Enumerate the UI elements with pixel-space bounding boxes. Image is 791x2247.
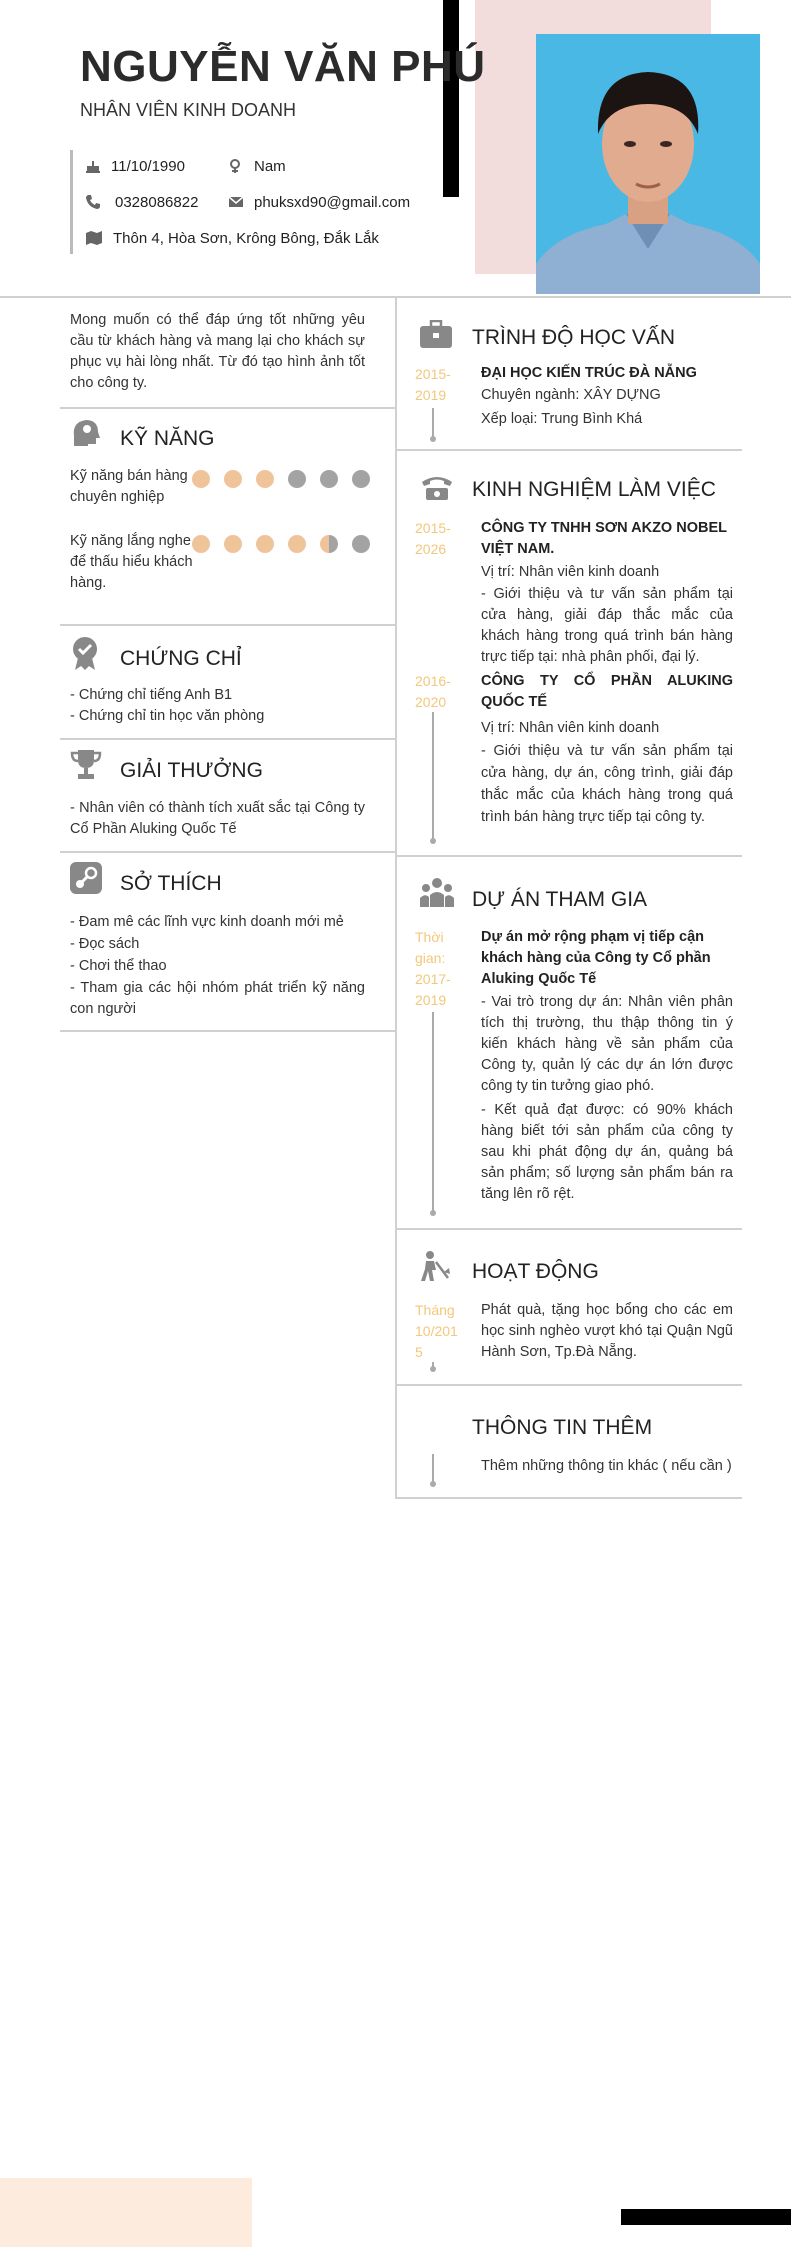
rating-dot [320,470,338,488]
cake-icon [85,158,101,174]
skill-rating [192,535,372,555]
timeline-dot [430,838,436,844]
activities-title: HOẠT ĐỘNG [472,1260,599,1283]
header-black-bar [443,0,459,197]
job-years: 2016- 2020 [415,673,451,710]
trophy-icon [70,748,102,780]
skill-name: Kỹ năng bán hàng chuyên nghiệp [70,468,188,505]
hobby-item: - Đam mê các lĩnh vực kinh doanh mới mẻ [70,914,344,930]
grade: Xếp loại: Trung Bình Khá [481,411,643,427]
company-name: CÔNG TY TNHH SƠN AKZO NOBEL VIỆT NAM. [481,520,727,557]
skill-rating [192,470,372,490]
additional-divider [397,1497,742,1499]
rating-dot [288,470,306,488]
head-gear-icon [70,416,102,448]
rating-dot [320,535,338,553]
awards-divider [60,738,395,740]
hobby-item: - Chơi thể thao [70,958,167,974]
rating-dot [192,535,210,553]
certificates-divider [60,624,395,626]
job-description: - Giới thiệu và tư vấn sản phẩm tại cửa hàng, dự án, công trình, giải đáp thắc mắc của khách hàng trong quá trình bán hàng trực tiếp tại công ty. [481,743,733,825]
steam-icon [70,862,102,894]
activities-divider [397,1384,742,1386]
full-name: NGUYỄN VĂN PHÚ [80,42,486,91]
address: Thôn 4, Hòa Sơn, Krông Bông, Đắk Lắk [113,230,379,247]
project-role: - Vai trò trong dự án: Nhân viên phân tích thị trường, thu thập thông tin ý kiến khách hàng về sản phẩm của Công ty, quản lý các dự án lớn được công ty tin tưởng giao phó. [481,994,733,1094]
birthdate: 11/10/1990 [111,158,185,175]
rating-dot [352,535,370,553]
rating-dot [256,535,274,553]
worker-icon [420,1250,450,1282]
profile-photo [536,34,760,294]
project-name: Dự án mở rộng phạm vị tiếp cận khách hàng của Công ty Cổ phần Aluking Quốc Tế [481,929,711,987]
education-years: 2015- 2019 [415,366,451,403]
certificate-item: - Chứng chỉ tin học văn phòng [70,708,265,724]
badge-icon [70,636,100,672]
project-result: - Kết quả đạt được: có 90% khách hàng biết tới sản phẩm của công ty sau khi phát động dự án, quảng bá sản phẩm; số lượng sản phẩm bán ra tăng lên rõ rệt. [481,1102,733,1202]
experience-divider [397,855,742,857]
gender: Nam [254,158,286,175]
additional-text: Thêm những thông tin khác ( nếu cần ) [481,1458,732,1474]
map-icon [85,230,103,246]
activity-date: Tháng 10/2015 [415,1302,458,1360]
rating-dot [192,470,210,488]
gender-icon [228,158,244,174]
timeline-line [432,1454,434,1484]
footer-peach-block [0,2178,252,2247]
activity-text: Phát quà, tặng học bổng cho các em học sinh nghèo vượt khó tại Quận Ngũ Hành Sơn, Tp.Đà Nẵng. [481,1302,733,1360]
hobby-item: - Đọc sách [70,936,140,952]
rating-dot [256,470,274,488]
job-title: NHÂN VIÊN KINH DOANH [80,100,297,120]
career-objective: Mong muốn có thể đáp ứng tốt những yêu cầu từ khách hàng và mang lại cho khách sự phục vụ hài lòng nhất. Từ đó tạo hình ảnh tốt cho công ty. [70,312,365,391]
award-item: - Nhân viên có thành tích xuất sắc tại Công ty Cổ Phần Aluking Quốc Tế [70,800,365,837]
hobbies-title: SỞ THÍCH [120,872,222,895]
team-icon [420,877,454,907]
additional-title: THÔNG TIN THÊM [472,1416,653,1439]
timeline-dot [430,1210,436,1216]
timeline-dot [430,1366,436,1372]
left-bottom-divider [60,1030,395,1032]
experience-title: KINH NGHIỆM LÀM VIỆC [472,478,716,501]
rating-dot [224,535,242,553]
column-divider [395,298,397,1499]
projects-divider [397,1228,742,1230]
project-years: Thời gian: 2017- 2019 [415,929,451,1008]
contact-info [70,150,433,254]
job-position: Vị trí: Nhân viên kinh doanh [481,564,660,580]
rating-dot [224,470,242,488]
certificate-item: - Chứng chỉ tiếng Anh B1 [70,687,233,703]
phone-icon [85,194,101,210]
company-name: CÔNG TY CỔ PHẦN ALUKING QUỐC TẾ [481,673,733,710]
briefcase-icon [420,320,452,348]
rating-dot [352,470,370,488]
education-title: TRÌNH ĐỘ HỌC VẤN [472,326,676,349]
hobby-item: - Tham gia các hội nhóm phát triển kỹ năng con người [70,980,365,1017]
timeline-dot [430,1481,436,1487]
rating-dot [288,535,306,553]
timeline-line [432,1012,434,1212]
timeline-line [432,408,434,438]
school-name: ĐẠI HỌC KIẾN TRÚC ĐÀ NẴNG [481,365,697,381]
timeline-line [432,712,434,840]
job-years: 2015- 2026 [415,520,451,557]
certificates-title: CHỨNG CHỈ [120,647,242,670]
education-divider [397,449,742,451]
skills-title: KỸ NĂNG [120,427,215,450]
phone[interactable]: 0328086822 [115,194,199,211]
job-description: - Giới thiệu và tư vấn sản phẩm tại cửa hàng, giải đáp thắc mắc của khách hàng trong quá trình bán hàng trực tiếp tại: nhà phân phối, đại lý. [481,586,733,665]
email[interactable]: phuksxd90@gmail.com [254,194,411,211]
projects-title: DỰ ÁN THAM GIA [472,888,648,911]
major: Chuyên ngành: XÂY DỰNG [481,387,661,403]
skills-divider [60,407,395,409]
hobbies-divider [60,851,395,853]
telephone-icon [420,472,454,500]
job-position: Vị trí: Nhân viên kinh doanh [481,720,660,736]
skill-name: Kỹ năng lắng nghe để thấu hiểu khách hàng. [70,533,193,591]
timeline-dot [430,436,436,442]
footer-black-bar [621,2209,791,2225]
email-icon [228,194,244,210]
awards-title: GIẢI THƯỞNG [120,759,263,782]
